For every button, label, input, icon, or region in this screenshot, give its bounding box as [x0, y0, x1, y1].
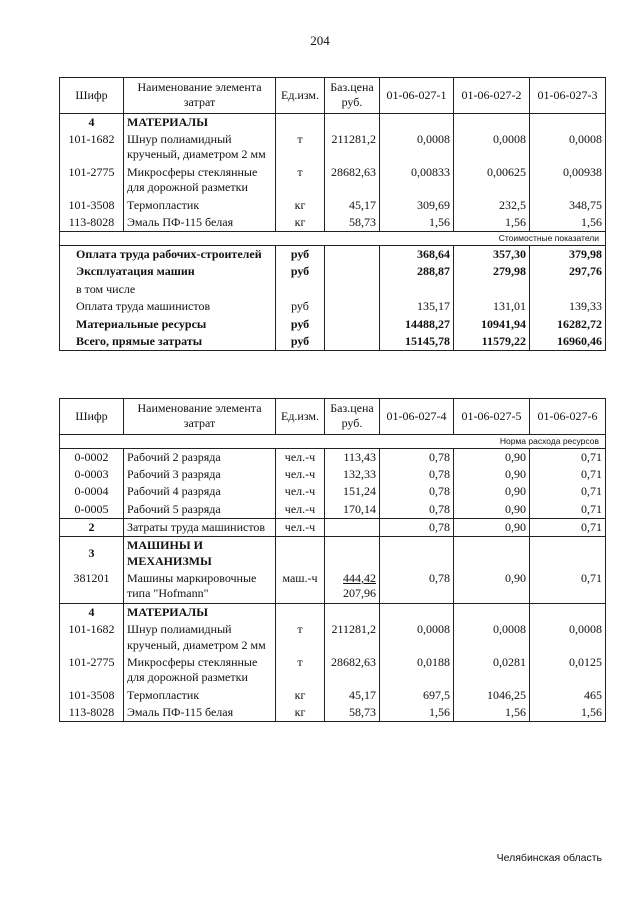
value-cell: 348,75: [530, 197, 606, 214]
value-cell: [454, 281, 530, 298]
value-cell: 139,33: [530, 298, 606, 315]
table-row: [60, 570, 606, 603]
empty-cell: [325, 263, 380, 280]
name-cell: Термопластик: [124, 687, 276, 704]
value-cell: 1,56: [380, 214, 454, 232]
price-cell: 45,17: [325, 687, 380, 704]
table-row: [60, 214, 606, 232]
code-cell: 101-3508: [60, 197, 124, 214]
header-code: Шифр: [60, 399, 124, 435]
section-title: МАТЕРИАЛЫ: [124, 603, 276, 621]
value-cell: [530, 281, 606, 298]
unit-cell: чел.-ч: [276, 466, 325, 483]
unit-cell: т: [276, 131, 325, 164]
name-cell: Эмаль ПФ-115 белая: [124, 704, 276, 722]
value-cell: 0,0008: [380, 621, 454, 654]
value-cell: 0,0008: [530, 621, 606, 654]
table-row: [60, 448, 606, 466]
unit-cell: чел.-ч: [276, 448, 325, 466]
unit-cell: руб: [276, 246, 325, 264]
value-cell: 465: [530, 687, 606, 704]
section-row: [60, 537, 606, 570]
unit-cell: [276, 281, 325, 298]
value-cell: 0,0008: [454, 621, 530, 654]
empty-cell: [325, 316, 380, 333]
name-cell: Машины маркировочные типа "Hofmann": [124, 570, 276, 603]
table-row: [60, 654, 606, 687]
value-cell: 297,76: [530, 263, 606, 280]
unit-cell: кг: [276, 197, 325, 214]
costs-label: Стоимостные показатели: [60, 232, 606, 246]
value-cell: 0,71: [530, 570, 606, 603]
code-cell: 101-1682: [60, 131, 124, 164]
value-cell: 1,56: [380, 704, 454, 722]
code-cell: 0-0003: [60, 466, 124, 483]
costs-label-row: [60, 232, 606, 246]
value-cell: 0,71: [530, 483, 606, 500]
name-cell: Эмаль ПФ-115 белая: [124, 214, 276, 232]
name-cell: Рабочий 4 разряда: [124, 483, 276, 500]
cost-row: [60, 263, 606, 280]
code-cell: 101-2775: [60, 654, 124, 687]
unit-cell: чел.-ч: [276, 519, 325, 537]
code-cell: 0-0005: [60, 501, 124, 519]
price-cell: 211281,2: [325, 131, 380, 164]
value-cell: 0,90: [454, 466, 530, 483]
value-cell: 0,78: [380, 448, 454, 466]
name-cell: Рабочий 3 разряда: [124, 466, 276, 483]
cost-row: [60, 333, 606, 351]
name-cell: Шнур полиамидный крученый, диаметром 2 мм: [124, 131, 276, 164]
value-cell: 1,56: [530, 704, 606, 722]
value-cell: 309,69: [380, 197, 454, 214]
table-header-row: [60, 399, 606, 435]
value-cell: 288,87: [380, 263, 454, 280]
section-title: МАТЕРИАЛЫ: [124, 113, 276, 131]
section-row: [60, 113, 606, 131]
value-cell: 0,0008: [530, 131, 606, 164]
header-col-1: 01-06-027-1: [380, 78, 454, 114]
unit-cell: маш.-ч: [276, 570, 325, 603]
table-row: [60, 621, 606, 654]
code-cell: 0-0004: [60, 483, 124, 500]
value-cell: 697,5: [380, 687, 454, 704]
price-cell: 211281,2: [325, 621, 380, 654]
value-cell: 1,56: [454, 214, 530, 232]
price-cell: 58,73: [325, 214, 380, 232]
value-cell: 0,90: [454, 501, 530, 519]
price-cell: 58,73: [325, 704, 380, 722]
table-row: [60, 501, 606, 519]
unit-cell: руб: [276, 333, 325, 351]
value-cell: 0,0125: [530, 654, 606, 687]
unit-cell: т: [276, 621, 325, 654]
value-cell: 0,00833: [380, 164, 454, 197]
table-row: [60, 704, 606, 722]
table-row: [60, 466, 606, 483]
materials-group: [60, 621, 606, 722]
page-number: 204: [310, 33, 330, 48]
price-cell: 45,17: [325, 197, 380, 214]
empty-cell: [325, 298, 380, 315]
empty-cell: [325, 281, 380, 298]
name-cell: Шнур полиамидный крученый, диаметром 2 мм: [124, 621, 276, 654]
value-cell: 0,78: [380, 519, 454, 537]
name-cell: Микросферы стеклянные для дорожной разметки: [124, 654, 276, 687]
value-cell: 16960,46: [530, 333, 606, 351]
value-cell: 11579,22: [454, 333, 530, 351]
value-cell: 0,78: [380, 570, 454, 603]
section-code: 2: [60, 519, 124, 537]
value-cell: 1,56: [530, 214, 606, 232]
value-cell: 1,56: [454, 704, 530, 722]
cost-row: [60, 298, 606, 315]
empty-cell: [325, 246, 380, 264]
price-cell: 170,14: [325, 501, 380, 519]
value-cell: 0,78: [380, 501, 454, 519]
section-code: 4: [60, 113, 124, 131]
value-cell: 0,78: [380, 466, 454, 483]
header-unit: Ед.изм.: [276, 78, 325, 114]
value-cell: 0,00938: [530, 164, 606, 197]
unit-cell: кг: [276, 214, 325, 232]
unit-cell: кг: [276, 687, 325, 704]
resource-table-1: [59, 77, 606, 351]
code-cell: 101-1682: [60, 621, 124, 654]
code-cell: 101-2775: [60, 164, 124, 197]
value-cell: 0,90: [454, 519, 530, 537]
value-cell: 0,78: [380, 483, 454, 500]
value-cell: 0,0188: [380, 654, 454, 687]
name-cell: Термопластик: [124, 197, 276, 214]
header-name: Наименование элемента затрат: [124, 78, 276, 114]
value-cell: 0,0008: [454, 131, 530, 164]
unit-cell: кг: [276, 704, 325, 722]
materials-group: [60, 131, 606, 232]
cost-name: Эксплуатация машин: [60, 263, 276, 280]
section-code: 3: [60, 537, 124, 570]
cost-name: в том числе: [60, 281, 276, 298]
value-cell: 135,17: [380, 298, 454, 315]
table-row: [60, 131, 606, 164]
header-col-5: 01-06-027-5: [454, 399, 530, 435]
table-row: [60, 197, 606, 214]
price-cell: 28682,63: [325, 164, 380, 197]
header-price: Баз.цена руб.: [325, 78, 380, 114]
price-top: 444,42: [343, 571, 376, 586]
costs-group: [60, 246, 606, 351]
unit-cell: чел.-ч: [276, 501, 325, 519]
norm-label-row: [60, 434, 606, 448]
header-unit: Ед.изм.: [276, 399, 325, 435]
table-row: [60, 164, 606, 197]
workers-group: [60, 448, 606, 518]
code-cell: 0-0002: [60, 448, 124, 466]
header-code: Шифр: [60, 78, 124, 114]
price-cell: 151,24: [325, 483, 380, 500]
header-col-2: 01-06-027-2: [454, 78, 530, 114]
resource-table-2: [59, 398, 606, 722]
header-name: Наименование элемента затрат: [124, 399, 276, 435]
name-cell: Рабочий 2 разряда: [124, 448, 276, 466]
value-cell: 10941,94: [454, 316, 530, 333]
name-cell: Рабочий 5 разряда: [124, 501, 276, 519]
value-cell: 131,01: [454, 298, 530, 315]
value-cell: 357,30: [454, 246, 530, 264]
price-cell: [325, 570, 380, 603]
value-cell: 379,98: [530, 246, 606, 264]
table-header-row: [60, 78, 606, 114]
code-cell: 381201: [60, 570, 124, 603]
value-cell: 0,0008: [380, 131, 454, 164]
price-cell: 113,43: [325, 448, 380, 466]
value-cell: 0,00625: [454, 164, 530, 197]
unit-cell: руб: [276, 298, 325, 315]
value-cell: 0,90: [454, 570, 530, 603]
norm-label: Норма расхода ресурсов: [60, 434, 606, 448]
cost-row: [60, 281, 606, 298]
value-cell: 15145,78: [380, 333, 454, 351]
code-cell: 101-3508: [60, 687, 124, 704]
unit-cell: т: [276, 654, 325, 687]
section-code: 4: [60, 603, 124, 621]
table-row: [60, 483, 606, 500]
cost-name: Материальные ресурсы: [60, 316, 276, 333]
value-cell: 16282,72: [530, 316, 606, 333]
unit-cell: т: [276, 164, 325, 197]
cost-name: Оплата труда машинистов: [60, 298, 276, 315]
value-cell: 232,5: [454, 197, 530, 214]
name-cell: Микросферы стеклянные для дорожной разметки: [124, 164, 276, 197]
cost-name: Всего, прямые затраты: [60, 333, 276, 351]
value-cell: 0,71: [530, 519, 606, 537]
empty-cell: [325, 333, 380, 351]
price-cell: 28682,63: [325, 654, 380, 687]
region-footer: Челябинская область: [496, 852, 602, 864]
value-cell: 0,71: [530, 466, 606, 483]
unit-cell: руб: [276, 316, 325, 333]
value-cell: 0,71: [530, 501, 606, 519]
header-col-4: 01-06-027-4: [380, 399, 454, 435]
price-cell: 132,33: [325, 466, 380, 483]
value-cell: 0,71: [530, 448, 606, 466]
value-cell: 368,64: [380, 246, 454, 264]
code-cell: 113-8028: [60, 214, 124, 232]
price-bottom: 207,96: [343, 586, 376, 601]
cost-row: [60, 246, 606, 264]
cost-row: [60, 316, 606, 333]
unit-cell: руб: [276, 263, 325, 280]
value-cell: 279,98: [454, 263, 530, 280]
header-price: Баз.цена руб.: [325, 399, 380, 435]
value-cell: 0,90: [454, 448, 530, 466]
value-cell: 0,90: [454, 483, 530, 500]
unit-cell: чел.-ч: [276, 483, 325, 500]
section-row: [60, 519, 606, 537]
table-row: [60, 687, 606, 704]
header-col-6: 01-06-027-6: [530, 399, 606, 435]
section-title: Затраты труда машинистов: [124, 519, 276, 537]
value-cell: [380, 281, 454, 298]
section-row: [60, 603, 606, 621]
value-cell: 1046,25: [454, 687, 530, 704]
code-cell: 113-8028: [60, 704, 124, 722]
cost-name: Оплата труда рабочих-строителей: [60, 246, 276, 264]
value-cell: 14488,27: [380, 316, 454, 333]
header-col-3: 01-06-027-3: [530, 78, 606, 114]
section-title: МАШИНЫ И МЕХАНИЗМЫ: [124, 537, 276, 570]
value-cell: 0,0281: [454, 654, 530, 687]
